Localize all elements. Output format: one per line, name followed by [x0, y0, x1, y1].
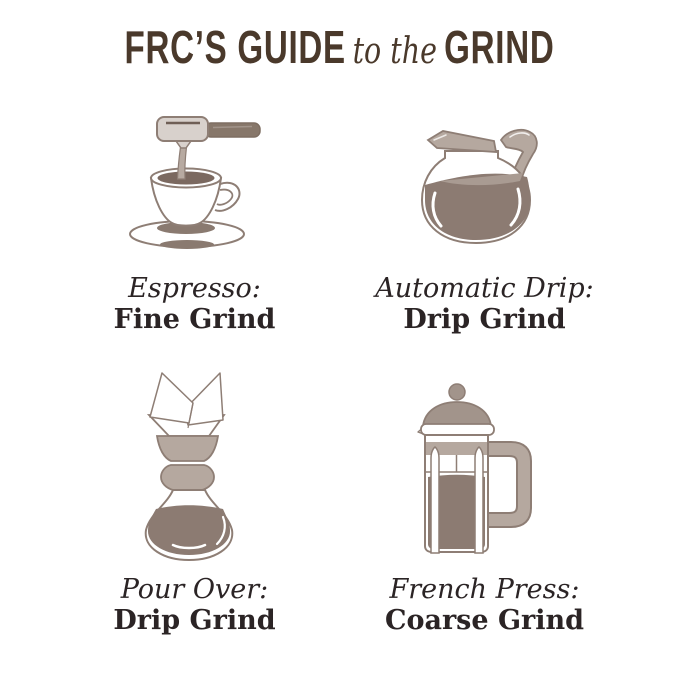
french-press-icon — [417, 351, 552, 565]
method-card-automatic-drip — [340, 86, 630, 335]
title-part-to-the: to the — [352, 31, 438, 72]
espresso-label — [114, 274, 276, 335]
title-part-grind: GRIND — [444, 21, 555, 73]
automatic-drip-label — [375, 274, 593, 335]
grind-type: Coarse Grind — [384, 604, 585, 636]
pour-over-icon — [135, 351, 255, 565]
method-name: Pour Over: — [120, 574, 269, 605]
method-name: Espresso: — [128, 273, 261, 304]
method-card-french-press — [340, 335, 630, 636]
page-title — [95, 20, 584, 74]
method-name: French Press: — [389, 574, 580, 605]
grind-type: Drip Grind — [113, 604, 276, 636]
grind-type: Drip Grind — [403, 303, 566, 335]
title-part-frcs-guide: FRC’S GUIDE — [124, 21, 346, 73]
espresso-icon — [125, 86, 265, 258]
method-card-pour-over — [50, 335, 340, 636]
automatic-drip-carafe-icon — [410, 86, 560, 258]
grind-type: Fine Grind — [113, 303, 276, 335]
method-name: Automatic Drip: — [375, 273, 594, 304]
pour-over-label — [113, 575, 275, 636]
french-press-label — [385, 575, 584, 636]
method-card-espresso — [50, 86, 340, 335]
brew-method-grid — [0, 86, 679, 636]
